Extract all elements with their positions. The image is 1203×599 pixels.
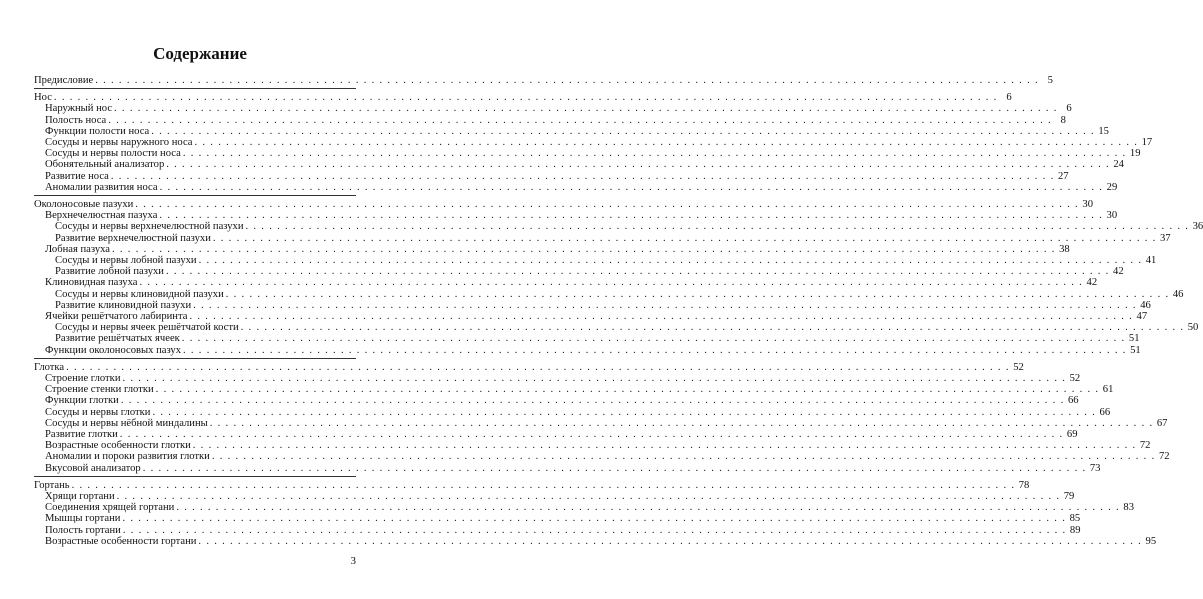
toc-entry-page: 51 — [1128, 333, 1140, 345]
toc-entry-label: Функции околоносовых пазух — [45, 344, 182, 356]
toc-entry-page: 6 — [1006, 92, 1012, 104]
dot-leader: . . . . . . . . . . . . . . . . . . . . . . . . . . . . . . . . . . . . . . . . . . . . . . . . . . . . . . . . . . . . . . . . . . . . . . . . . . . . . . . . . . . . . . . . . . . . . . . . . . . . . . . . . . . . . . . . . . . . . . . . — [71, 479, 1016, 491]
toc-entry-page: 24 — [1113, 159, 1124, 171]
dot-leader: . . . . . . . . . . . . . . . . . . . . . . . . . . . . . . . . . . . . . . . . . . . . . . . . . . . . . . . . . . . . . . . . . . . . . . . . . . . . . . . . . . . . . . . . . . . . . . . . . . . . . . . . . . . . . . . . . . . . . . . . — [225, 288, 1170, 300]
toc-entry-page: 29 — [1106, 181, 1118, 193]
toc-entry-label: Околоносовые пазухи — [34, 199, 134, 210]
dot-leader: . . . . . . . . . . . . . . . . . . . . . . . . . . . . . . . . . . . . . . . . . . . . . . . . . . . . . . . . . . . . . . . . . . . . . . . . . . . . . . . . . . . . . . . . . . . . . . . . . . . . . . . . . . . . . . . . . . . . . . . . — [120, 395, 1065, 407]
toc-entry-label: Развитие клиновидной пазухи — [55, 299, 192, 311]
toc-entry-label: Сосуды и нервы нёбной миндалины — [45, 417, 208, 429]
toc-entry-page: 47 — [1136, 311, 1148, 322]
toc-entry-label: Сосуды и нервы полости носа — [45, 148, 181, 160]
dot-leader: . . . . . . . . . . . . . . . . . . . . . . . . . . . . . . . . . . . . . . . . . . . . . . . . . . . . . . . . . . . . . . . . . . . . . . . . . . . . . . . . . . . . . . . . . . . . . . . . . . . . . . . . . . . . . . . . . . . . . . . . — [139, 277, 1084, 289]
toc-entry-label: Обонятельный анализатор — [45, 159, 165, 171]
toc-entry-page: 27 — [1057, 170, 1069, 182]
toc-entry-label: Мышцы гортани — [45, 513, 121, 525]
dot-leader: . . . . . . . . . . . . . . . . . . . . . . . . . . . . . . . . . . . . . . . . . . . . . . . . . . . . . . . . . . . . . . . . . . . . . . . . . . . . . . . . . . . . . . . . . . . . . . . . . . . . . . . . . . . . . . . . . . . . . . . . — [66, 361, 1010, 373]
toc-entry-page: 19 — [1129, 148, 1141, 160]
toc-entry-page: 37 — [1159, 232, 1171, 244]
toc-entry — [34, 232, 1171, 244]
toc-entry-label: Развитие глотки — [45, 429, 118, 440]
toc-entry — [34, 137, 1153, 148]
toc-entry-page: 36 — [1192, 221, 1203, 233]
toc-entry — [34, 243, 1070, 255]
dot-leader: . . . . . . . . . . . . . . . . . . . . . . . . . . . . . . . . . . . . . . . . . . . . . . . . . . . . . . . . . . . . . . . . . . . . . . . . . . . . . . . . . . . . . . . . . . . . . . . . . . . . . . . . . . . . . . . . . . . . . . . . — [116, 491, 1061, 502]
toc-entry — [34, 491, 1075, 502]
toc-entry — [34, 221, 1203, 233]
dot-leader: . . . . . . . . . . . . . . . . . . . . . . . . . . . . . . . . . . . . . . . . . . . . . . . . . . . . . . . . . . . . . . . . . . . . . . . . . . . . . . . . . . . . . . . . . . . . . . . . . . . . . . . . . . . . . . . . . . . . . . . . — [135, 199, 1079, 210]
toc-entry-label: Клиновидная пазуха — [45, 277, 138, 289]
toc-entry-page: 6 — [1066, 103, 1072, 115]
dot-leader: . . . . . . . . . . . . . . . . . . . . . . . . . . . . . . . . . . . . . . . . . . . . . . . . . . . . . . . . . . . . . . . . . . . . . . . . . . . . . . . . . . . . . . . . . . . . . . . . . . . . . . . . . . . . . . . . . . . . . . . . — [212, 232, 1157, 244]
toc-chapter — [34, 361, 1024, 373]
toc-entry-page: 46 — [1140, 299, 1151, 311]
dot-leader: . . . . . . . . . . . . . . . . . . . . . . . . . . . . . . . . . . . . . . . . . . . . . . . . . . . . . . . . . . . . . . . . . . . . . . . . . . . . . . . . . . . . . . . . . . . . . . . . . . . . . . . . . . . . . . . . . . . . . . . . — [108, 114, 1052, 126]
toc-entry-label: Развитие носа — [45, 170, 109, 182]
dot-leader: . . . . . . . . . . . . . . . . . . . . . . . . . . . . . . . . . . . . . . . . . . . . . . . . . . . . . . . . . . . . . . . . . . . . . . . . . . . . . . . . . . . . . . . . . . . . . . . . . . . . . . . . . . . . . . . . . . . . . . . . — [245, 221, 1190, 233]
toc-entry — [34, 440, 1151, 452]
toc-entry — [34, 322, 1199, 334]
toc-entry-page: 89 — [1069, 524, 1081, 536]
toc-entry-page: 78 — [1018, 479, 1030, 491]
toc-entry-page: 52 — [1013, 361, 1024, 373]
toc-entry — [34, 288, 1184, 300]
toc-entry-page: 85 — [1069, 513, 1081, 525]
toc-entry-label: Возрастные особенности глотки — [45, 440, 191, 452]
section-divider — [34, 88, 356, 89]
page-title: Содержание — [153, 44, 247, 63]
toc-entry-page: 72 — [1139, 440, 1151, 452]
toc-entry — [34, 170, 1069, 182]
toc-entry-label: Верхнечелюстная пазуха — [45, 210, 158, 222]
toc-entry — [34, 103, 1072, 115]
toc-entry-label: Гортань — [34, 479, 70, 491]
toc-entry-label: Вкусовой анализатор — [45, 462, 141, 474]
dot-leader: . . . . . . . . . . . . . . . . . . . . . . . . . . . . . . . . . . . . . . . . . . . . . . . . . . . . . . . . . . . . . . . . . . . . . . . . . . . . . . . . . . . . . . . . . . . . . . . . . . . . . . . . . . . . . . . . . . . . . . . . — [155, 384, 1100, 396]
toc-entry — [34, 524, 1081, 536]
toc-entry — [34, 210, 1118, 222]
dot-leader: . . . . . . . . . . . . . . . . . . . . . . . . . . . . . . . . . . . . . . . . . . . . . . . . . . . . . . . . . . . . . . . . . . . . . . . . . . . . . . . . . . . . . . . . . . . . . . . . . . . . . . . . . . . . . . . . . . . . . . . . — [194, 137, 1139, 148]
toc-entry-label: Хрящи гортани — [45, 491, 115, 502]
dot-leader: . . . . . . . . . . . . . . . . . . . . . . . . . . . . . . . . . . . . . . . . . . . . . . . . . . . . . . . . . . . . . . . . . . . . . . . . . . . . . . . . . . . . . . . . . . . . . . . . . . . . . . . . . . . . . . . . . . . . . . . . — [183, 344, 1127, 356]
section-divider — [34, 195, 356, 196]
dot-leader: . . . . . . . . . . . . . . . . . . . . . . . . . . . . . . . . . . . . . . . . . . . . . . . . . . . . . . . . . . . . . . . . . . . . . . . . . . . . . . . . . . . . . . . . . . . . . . . . . . . . . . . . . . . . . . . . . . . . . . . . — [112, 243, 1056, 255]
dot-leader: . . . . . . . . . . . . . . . . . . . . . . . . . . . . . . . . . . . . . . . . . . . . . . . . . . . . . . . . . . . . . . . . . . . . . . . . . . . . . . . . . . . . . . . . . . . . . . . . . . . . . . . . . . . . . . . . . . . . . . . . — [53, 92, 998, 104]
toc-entry-page: 30 — [1106, 210, 1118, 222]
toc-entry-page: 15 — [1098, 125, 1109, 137]
dot-leader: . . . . . . . . . . . . . . . . . . . . . . . . . . . . . . . . . . . . . . . . . . . . . . . . . . . . . . . . . . . . . . . . . . . . . . . . . . . . . . . . . . . . . . . . . . . . . . . . . . . . . . . . . . . . . . . . . . . . . . . . — [166, 159, 1110, 171]
toc-entry — [34, 451, 1170, 463]
toc-entry-label: Аномалии развития носа — [45, 181, 158, 193]
toc-entry — [34, 535, 1157, 547]
toc-entry-label: Сосуды и нервы глотки — [45, 406, 151, 418]
dot-leader: . . . . . . . . . . . . . . . . . . . . . . . . . . . . . . . . . . . . . . . . . . . . . . . . . . . . . . . . . . . . . . . . . . . . . . . . . . . . . . . . . . . . . . . . . . . . . . . . . . . . . . . . . . . . . . . . . . . . . . . . — [122, 513, 1067, 525]
toc-entry-label: Строение глотки — [45, 373, 121, 384]
toc-entry-label: Развитие лобной пазухи — [55, 266, 164, 278]
toc-entry-label: Ячейки решётчатого лабиринта — [45, 311, 188, 322]
toc-entry-page: 46 — [1172, 288, 1184, 300]
toc-entry — [34, 384, 1114, 396]
dot-leader: . . . . . . . . . . . . . . . . . . . . . . . . . . . . . . . . . . . . . . . . . . . . . . . . . . . . . . . . . . . . . . . . . . . . . . . . . . . . . . . . . . . . . . . . . . . . . . . . . . . . . . . . . . . . . . . . . . . . . . . . — [110, 170, 1055, 182]
toc-entry-label: Развитие решётчатых ячеек — [55, 333, 180, 345]
toc-entry-label: Возрастные особенности гортани — [45, 535, 197, 547]
toc-entry-label: Развитие верхнечелюстной пазухи — [55, 232, 211, 244]
toc-entry-page: 8 — [1060, 114, 1066, 126]
toc-entry-page: 41 — [1145, 255, 1157, 266]
dot-leader: . . . . . . . . . . . . . . . . . . . . . . . . . . . . . . . . . . . . . . . . . . . . . . . . . . . . . . . . . . . . . . . . . . . . . . . . . . . . . . . . . . . . . . . . . . . . . . . . . . . . . . . . . . . . . . . . . . . . . . . . — [159, 181, 1104, 193]
toc-entry — [34, 255, 1157, 266]
toc-entry-page: 79 — [1063, 491, 1075, 502]
toc-entry-page: 38 — [1059, 243, 1070, 255]
toc-entry-page: 42 — [1086, 277, 1098, 289]
dot-leader: . . . . . . . . . . . . . . . . . . . . . . . . . . . . . . . . . . . . . . . . . . . . . . . . . . . . . . . . . . . . . . . . . . . . . . . . . . . . . . . . . . . . . . . . . . . . . . . . . . . . . . . . . . . . . . . . . . . . . . . . — [176, 502, 1121, 514]
toc-entry-page: 67 — [1156, 417, 1168, 429]
toc-entry — [34, 266, 1124, 278]
toc-entry — [34, 429, 1078, 440]
toc-entry-page: 73 — [1089, 462, 1101, 474]
toc-chapter — [34, 199, 1093, 210]
dot-leader: . . . . . . . . . . . . . . . . . . . . . . . . . . . . . . . . . . . . . . . . . . . . . . . . . . . . . . . . . . . . . . . . . . . . . . . . . . . . . . . . . . . . . . . . . . . . . . . . . . . . . . . . . . . . . . . . . . . . . . . . — [198, 255, 1143, 266]
toc-entry — [34, 344, 1141, 356]
toc-entry-label: Функции полости носа — [45, 125, 150, 137]
toc-entry-page: 66 — [1099, 406, 1111, 418]
dot-leader: . . . . . . . . . . . . . . . . . . . . . . . . . . . . . . . . . . . . . . . . . . . . . . . . . . . . . . . . . . . . . . . . . . . . . . . . . . . . . . . . . . . . . . . . . . . . . . . . . . . . . . . . . . . . . . . . . . . . . . . . — [193, 299, 1137, 311]
toc-entry-label: Сосуды и нервы клиновидной пазухи — [55, 288, 224, 300]
dot-leader: . . . . . . . . . . . . . . . . . . . . . . . . . . . . . . . . . . . . . . . . . . . . . . . . . . . . . . . . . . . . . . . . . . . . . . . . . . . . . . . . . . . . . . . . . . . . . . . . . . . . . . . . . . . . . . . . . . . . . . . . — [152, 406, 1097, 418]
dot-leader: . . . . . . . . . . . . . . . . . . . . . . . . . . . . . . . . . . . . . . . . . . . . . . . . . . . . . . . . . . . . . . . . . . . . . . . . . . . . . . . . . . . . . . . . . . . . . . . . . . . . . . . . . . . . . . . . . . . . . . . . — [119, 429, 1064, 440]
toc-entry-label: Сосуды и нервы лобной пазухи — [55, 255, 197, 266]
toc-entry — [34, 159, 1124, 171]
toc-entry-page: 5 — [1047, 75, 1053, 86]
toc-entry-page: 50 — [1187, 322, 1199, 334]
toc-entry-label: Сосуды и нервы ячеек решётчатой кости — [55, 322, 239, 334]
dot-leader: . . . . . . . . . . . . . . . . . . . . . . . . . . . . . . . . . . . . . . . . . . . . . . . . . . . . . . . . . . . . . . . . . . . . . . . . . . . . . . . . . . . . . . . . . . . . . . . . . . . . . . . . . . . . . . . . . . . . . . . . — [122, 524, 1067, 536]
toc-entry-page: 66 — [1067, 395, 1079, 407]
dot-leader: . . . . . . . . . . . . . . . . . . . . . . . . . . . . . . . . . . . . . . . . . . . . . . . . . . . . . . . . . . . . . . . . . . . . . . . . . . . . . . . . . . . . . . . . . . . . . . . . . . . . . . . . . . . . . . . . . . . . . . . . — [198, 535, 1143, 547]
toc-entry-label: Наружный нос — [45, 103, 113, 115]
section-divider — [34, 476, 356, 477]
dot-leader: . . . . . . . . . . . . . . . . . . . . . . . . . . . . . . . . . . . . . . . . . . . . . . . . . . . . . . . . . . . . . . . . . . . . . . . . . . . . . . . . . . . . . . . . . . . . . . . . . . . . . . . . . . . . . . . . . . . . . . . . — [142, 462, 1087, 474]
toc-entry-page: 72 — [1158, 451, 1170, 463]
dot-leader: . . . . . . . . . . . . . . . . . . . . . . . . . . . . . . . . . . . . . . . . . . . . . . . . . . . . . . . . . . . . . . . . . . . . . . . . . . . . . . . . . . . . . . . . . . . . . . . . . . . . . . . . . . . . . . . . . . . . . . . . — [189, 311, 1134, 322]
toc-entry-label: Функции глотки — [45, 395, 119, 407]
toc-chapter — [34, 92, 1012, 104]
toc-entry — [34, 333, 1140, 345]
toc-entry — [34, 513, 1081, 525]
toc-entry-page: 17 — [1141, 137, 1153, 148]
toc-entry — [34, 417, 1168, 429]
toc-entry-page: 61 — [1102, 384, 1114, 396]
toc-entry-label: Строение стенки глотки — [45, 384, 154, 396]
toc-entry-label: Аномалии и пороки развития глотки — [45, 451, 210, 463]
dot-leader: . . . . . . . . . . . . . . . . . . . . . . . . . . . . . . . . . . . . . . . . . . . . . . . . . . . . . . . . . . . . . . . . . . . . . . . . . . . . . . . . . . . . . . . . . . . . . . . . . . . . . . . . . . . . . . . . . . . . . . . . — [192, 440, 1137, 452]
toc-chapter — [34, 479, 1030, 491]
toc-entry-label: Предисловие — [34, 75, 94, 86]
toc-entry-label: Полость носа — [45, 114, 107, 126]
toc-entry-label: Глотка — [34, 361, 65, 373]
dot-leader: . . . . . . . . . . . . . . . . . . . . . . . . . . . . . . . . . . . . . . . . . . . . . . . . . . . . . . . . . . . . . . . . . . . . . . . . . . . . . . . . . . . . . . . . . . . . . . . . . . . . . . . . . . . . . . . . . . . . . . . . — [114, 103, 1058, 115]
toc-entry-page: 42 — [1113, 266, 1124, 278]
toc-entry — [34, 148, 1141, 160]
toc-entry-page: 69 — [1066, 429, 1078, 440]
toc-entry — [34, 125, 1109, 137]
toc-entry — [34, 502, 1135, 514]
dot-leader: . . . . . . . . . . . . . . . . . . . . . . . . . . . . . . . . . . . . . . . . . . . . . . . . . . . . . . . . . . . . . . . . . . . . . . . . . . . . . . . . . . . . . . . . . . . . . . . . . . . . . . . . . . . . . . . . . . . . . . . . — [240, 322, 1185, 334]
page-number: 3 — [350, 555, 356, 567]
dot-leader: . . . . . . . . . . . . . . . . . . . . . . . . . . . . . . . . . . . . . . . . . . . . . . . . . . . . . . . . . . . . . . . . . . . . . . . . . . . . . . . . . . . . . . . . . . . . . . . . . . . . . . . . . . . . . . . . . . . . . . . . — [211, 451, 1156, 463]
dot-leader: . . . . . . . . . . . . . . . . . . . . . . . . . . . . . . . . . . . . . . . . . . . . . . . . . . . . . . . . . . . . . . . . . . . . . . . . . . . . . . . . . . . . . . . . . . . . . . . . . . . . . . . . . . . . . . . . . . . . . . . . — [151, 125, 1095, 137]
dot-leader: . . . . . . . . . . . . . . . . . . . . . . . . . . . . . . . . . . . . . . . . . . . . . . . . . . . . . . . . . . . . . . . . . . . . . . . . . . . . . . . . . . . . . . . . . . . . . . . . . . . . . . . . . . . . . . . . . . . . . . . . — [182, 148, 1127, 160]
toc-entry — [34, 277, 1098, 289]
toc-entry — [34, 114, 1066, 126]
toc-entry-label: Нос — [34, 92, 52, 104]
toc-entry — [34, 406, 1111, 418]
toc-entry — [34, 373, 1081, 384]
toc-entry — [34, 462, 1101, 474]
dot-leader: . . . . . . . . . . . . . . . . . . . . . . . . . . . . . . . . . . . . . . . . . . . . . . . . . . . . . . . . . . . . . . . . . . . . . . . . . . . . . . . . . . . . . . . . . . . . . . . . . . . . . . . . . . . . . . . . . . . . . . . . — [122, 373, 1067, 384]
dot-leader: . . . . . . . . . . . . . . . . . . . . . . . . . . . . . . . . . . . . . . . . . . . . . . . . . . . . . . . . . . . . . . . . . . . . . . . . . . . . . . . . . . . . . . . . . . . . . . . . . . . . . . . . . . . . . . . . . . . . . . . . — [95, 75, 1039, 86]
toc-entry-page: 52 — [1069, 373, 1081, 384]
dot-leader: . . . . . . . . . . . . . . . . . . . . . . . . . . . . . . . . . . . . . . . . . . . . . . . . . . . . . . . . . . . . . . . . . . . . . . . . . . . . . . . . . . . . . . . . . . . . . . . . . . . . . . . . . . . . . . . . . . . . . . . . — [181, 333, 1126, 345]
toc-entry — [34, 311, 1148, 322]
toc-entry — [34, 395, 1079, 407]
section-divider — [34, 358, 356, 359]
dot-leader: . . . . . . . . . . . . . . . . . . . . . . . . . . . . . . . . . . . . . . . . . . . . . . . . . . . . . . . . . . . . . . . . . . . . . . . . . . . . . . . . . . . . . . . . . . . . . . . . . . . . . . . . . . . . . . . . . . . . . . . . — [159, 210, 1104, 222]
toc-entry-page: 30 — [1082, 199, 1093, 210]
toc-entry-page: 51 — [1130, 344, 1141, 356]
toc-entry-label: Лобная пазуха — [45, 243, 110, 255]
toc-entry-page: 95 — [1145, 535, 1157, 547]
toc-entry-label: Полость гортани — [45, 524, 121, 536]
toc-chapter — [34, 75, 1053, 86]
dot-leader: . . . . . . . . . . . . . . . . . . . . . . . . . . . . . . . . . . . . . . . . . . . . . . . . . . . . . . . . . . . . . . . . . . . . . . . . . . . . . . . . . . . . . . . . . . . . . . . . . . . . . . . . . . . . . . . . . . . . . . . . — [209, 417, 1154, 429]
toc-entry-label: Сосуды и нервы верхнечелюстной пазухи — [55, 221, 244, 233]
toc-entry-label: Сосуды и нервы наружного носа — [45, 137, 193, 148]
toc-entry — [34, 299, 1151, 311]
toc-entry-label: Соединения хрящей гортани — [45, 502, 175, 514]
dot-leader: . . . . . . . . . . . . . . . . . . . . . . . . . . . . . . . . . . . . . . . . . . . . . . . . . . . . . . . . . . . . . . . . . . . . . . . . . . . . . . . . . . . . . . . . . . . . . . . . . . . . . . . . . . . . . . . . . . . . . . . . — [165, 266, 1110, 278]
toc-entry — [34, 181, 1118, 193]
toc-entry-page: 83 — [1123, 502, 1135, 514]
